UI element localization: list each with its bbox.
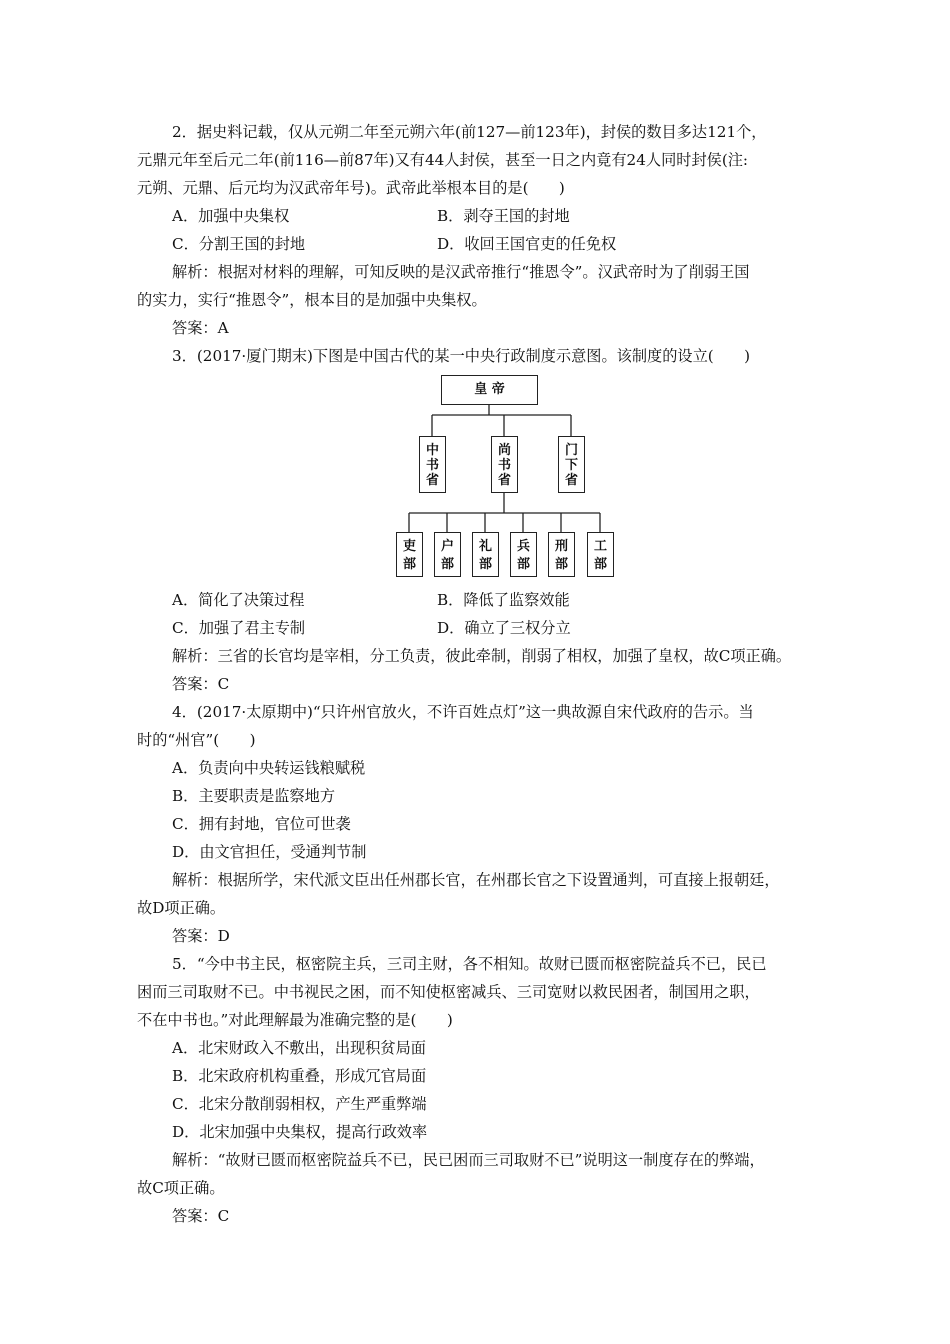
- q5-stem-line-2: 困而三司取财不已。中书视民之困，而不知使枢密减兵、三司宽财以救民困者，制国用之职，: [137, 983, 760, 1001]
- q5-option-d: D．北宋加强中央集权，提高行政效率: [172, 1123, 428, 1141]
- q3-option-c: C．加强了君主专制: [172, 619, 306, 637]
- q4-stem-line-1: 4．(2017·太原期中)“只许州官放火，不许百姓点灯”这一典故源自宋代政府的告示。当: [172, 703, 754, 721]
- zhongshu-sheng-box: [419, 436, 446, 493]
- q3-option-a: A．简化了决策过程: [172, 591, 305, 609]
- q5-analysis-line-1: 解析：“故财已匮而枢密院益兵不已，民已困而三司取财不已”说明这一制度存在的弊端，: [172, 1151, 765, 1169]
- q4-analysis-line-2: 故D项正确。: [137, 899, 226, 917]
- q5-stem-line-1: 5．“今中书主民，枢密院主兵，三司主财，各不相知。故财已匮而枢密院益兵不已，民已: [172, 955, 767, 973]
- q2-analysis-line-2: 的实力，实行“推恩令”，根本目的是加强中央集权。: [137, 291, 487, 309]
- menxia-sheng-box: [558, 436, 585, 493]
- li-bu-label: 吏部: [402, 539, 416, 572]
- q4-option-d: D．由文官担任，受通判节制: [172, 843, 367, 861]
- q3-analysis: 解析：三省的长官均是宰相，分工负责，彼此牵制，削弱了相权，加强了皇权，故C项正确。: [172, 647, 792, 665]
- q5-analysis-line-2: 故C项正确。: [137, 1179, 225, 1197]
- q3-option-b: B．降低了监察效能: [437, 591, 570, 609]
- li-bu-box: [396, 532, 423, 577]
- q5-answer: 答案：C: [172, 1207, 230, 1225]
- q2-option-d: D．收回王国官吏的任免权: [437, 235, 617, 253]
- q2-stem-line-2: 元鼎元年至后元二年(前116—前87年)又有44人封侯，甚至一日之内竟有24人同时封侯(注:: [137, 151, 749, 169]
- emperor-box: 皇 帝: [441, 375, 538, 405]
- q5-option-b: B．北宋政府机构重叠，形成冗官局面: [172, 1067, 427, 1085]
- zhongshu-sheng-label: 中书省: [425, 443, 439, 488]
- xing-bu-label: 刑部: [554, 539, 568, 572]
- gong-bu-label: 工部: [593, 539, 607, 572]
- bing-bu-box: [510, 532, 537, 577]
- xing-bu-box: [548, 532, 575, 577]
- q3-stem: 3．(2017·厦门期末)下图是中国古代的某一中央行政制度示意图。该制度的设立( ): [172, 347, 751, 365]
- q4-answer: 答案：D: [172, 927, 230, 945]
- hu-bu-label: 户部: [440, 539, 454, 572]
- q2-stem-line-1: 2．据史料记载，仅从元朔二年至元朔六年(前127—前123年)，封侯的数目多达121个，: [172, 123, 767, 141]
- q4-option-c: C．拥有封地，官位可世袭: [172, 815, 351, 833]
- q4-option-a: A．负责向中央转运钱粮赋税: [172, 759, 366, 777]
- shangshu-sheng-box: [491, 436, 518, 493]
- q2-stem-line-3: 元朔、元鼎、后元均为汉武帝年号)。武帝此举根本目的是( ): [137, 179, 565, 197]
- q5-option-c: C．北宋分散削弱相权，产生严重弊端: [172, 1095, 427, 1113]
- q3-answer: 答案：C: [172, 675, 230, 693]
- q4-stem-line-2: 时的“州官”( ): [137, 731, 256, 749]
- li-bu-rites-box: [472, 532, 499, 577]
- q2-option-a: A．加强中央集权: [172, 207, 290, 225]
- q2-option-b: B．剥夺王国的封地: [437, 207, 570, 225]
- q3-option-d: D．确立了三权分立: [437, 619, 571, 637]
- hu-bu-box: [434, 532, 461, 577]
- menxia-sheng-label: 门下省: [564, 443, 578, 488]
- q2-answer: 答案：A: [172, 319, 229, 337]
- q2-option-c: C．分割王国的封地: [172, 235, 306, 253]
- q4-analysis-line-1: 解析：根据所学，宋代派文臣出任州郡长官，在州郡长官之下设置通判，可直接上报朝廷，: [172, 871, 780, 889]
- q5-option-a: A．北宋财政入不敷出，出现积贫局面: [172, 1039, 426, 1057]
- li-bu-rites-label: 礼部: [478, 539, 492, 572]
- q5-stem-line-3: 不在中书也。”对此理解最为准确完整的是( ): [137, 1011, 453, 1029]
- q4-option-b: B．主要职责是监察地方: [172, 787, 336, 805]
- q2-analysis-line-1: 解析：根据对材料的理解，可知反映的是汉武帝推行“推恩令”。汉武帝时为了削弱王国: [172, 263, 750, 281]
- shangshu-sheng-label: 尚书省: [497, 443, 511, 488]
- gong-bu-box: [587, 532, 614, 577]
- bing-bu-label: 兵部: [516, 539, 530, 572]
